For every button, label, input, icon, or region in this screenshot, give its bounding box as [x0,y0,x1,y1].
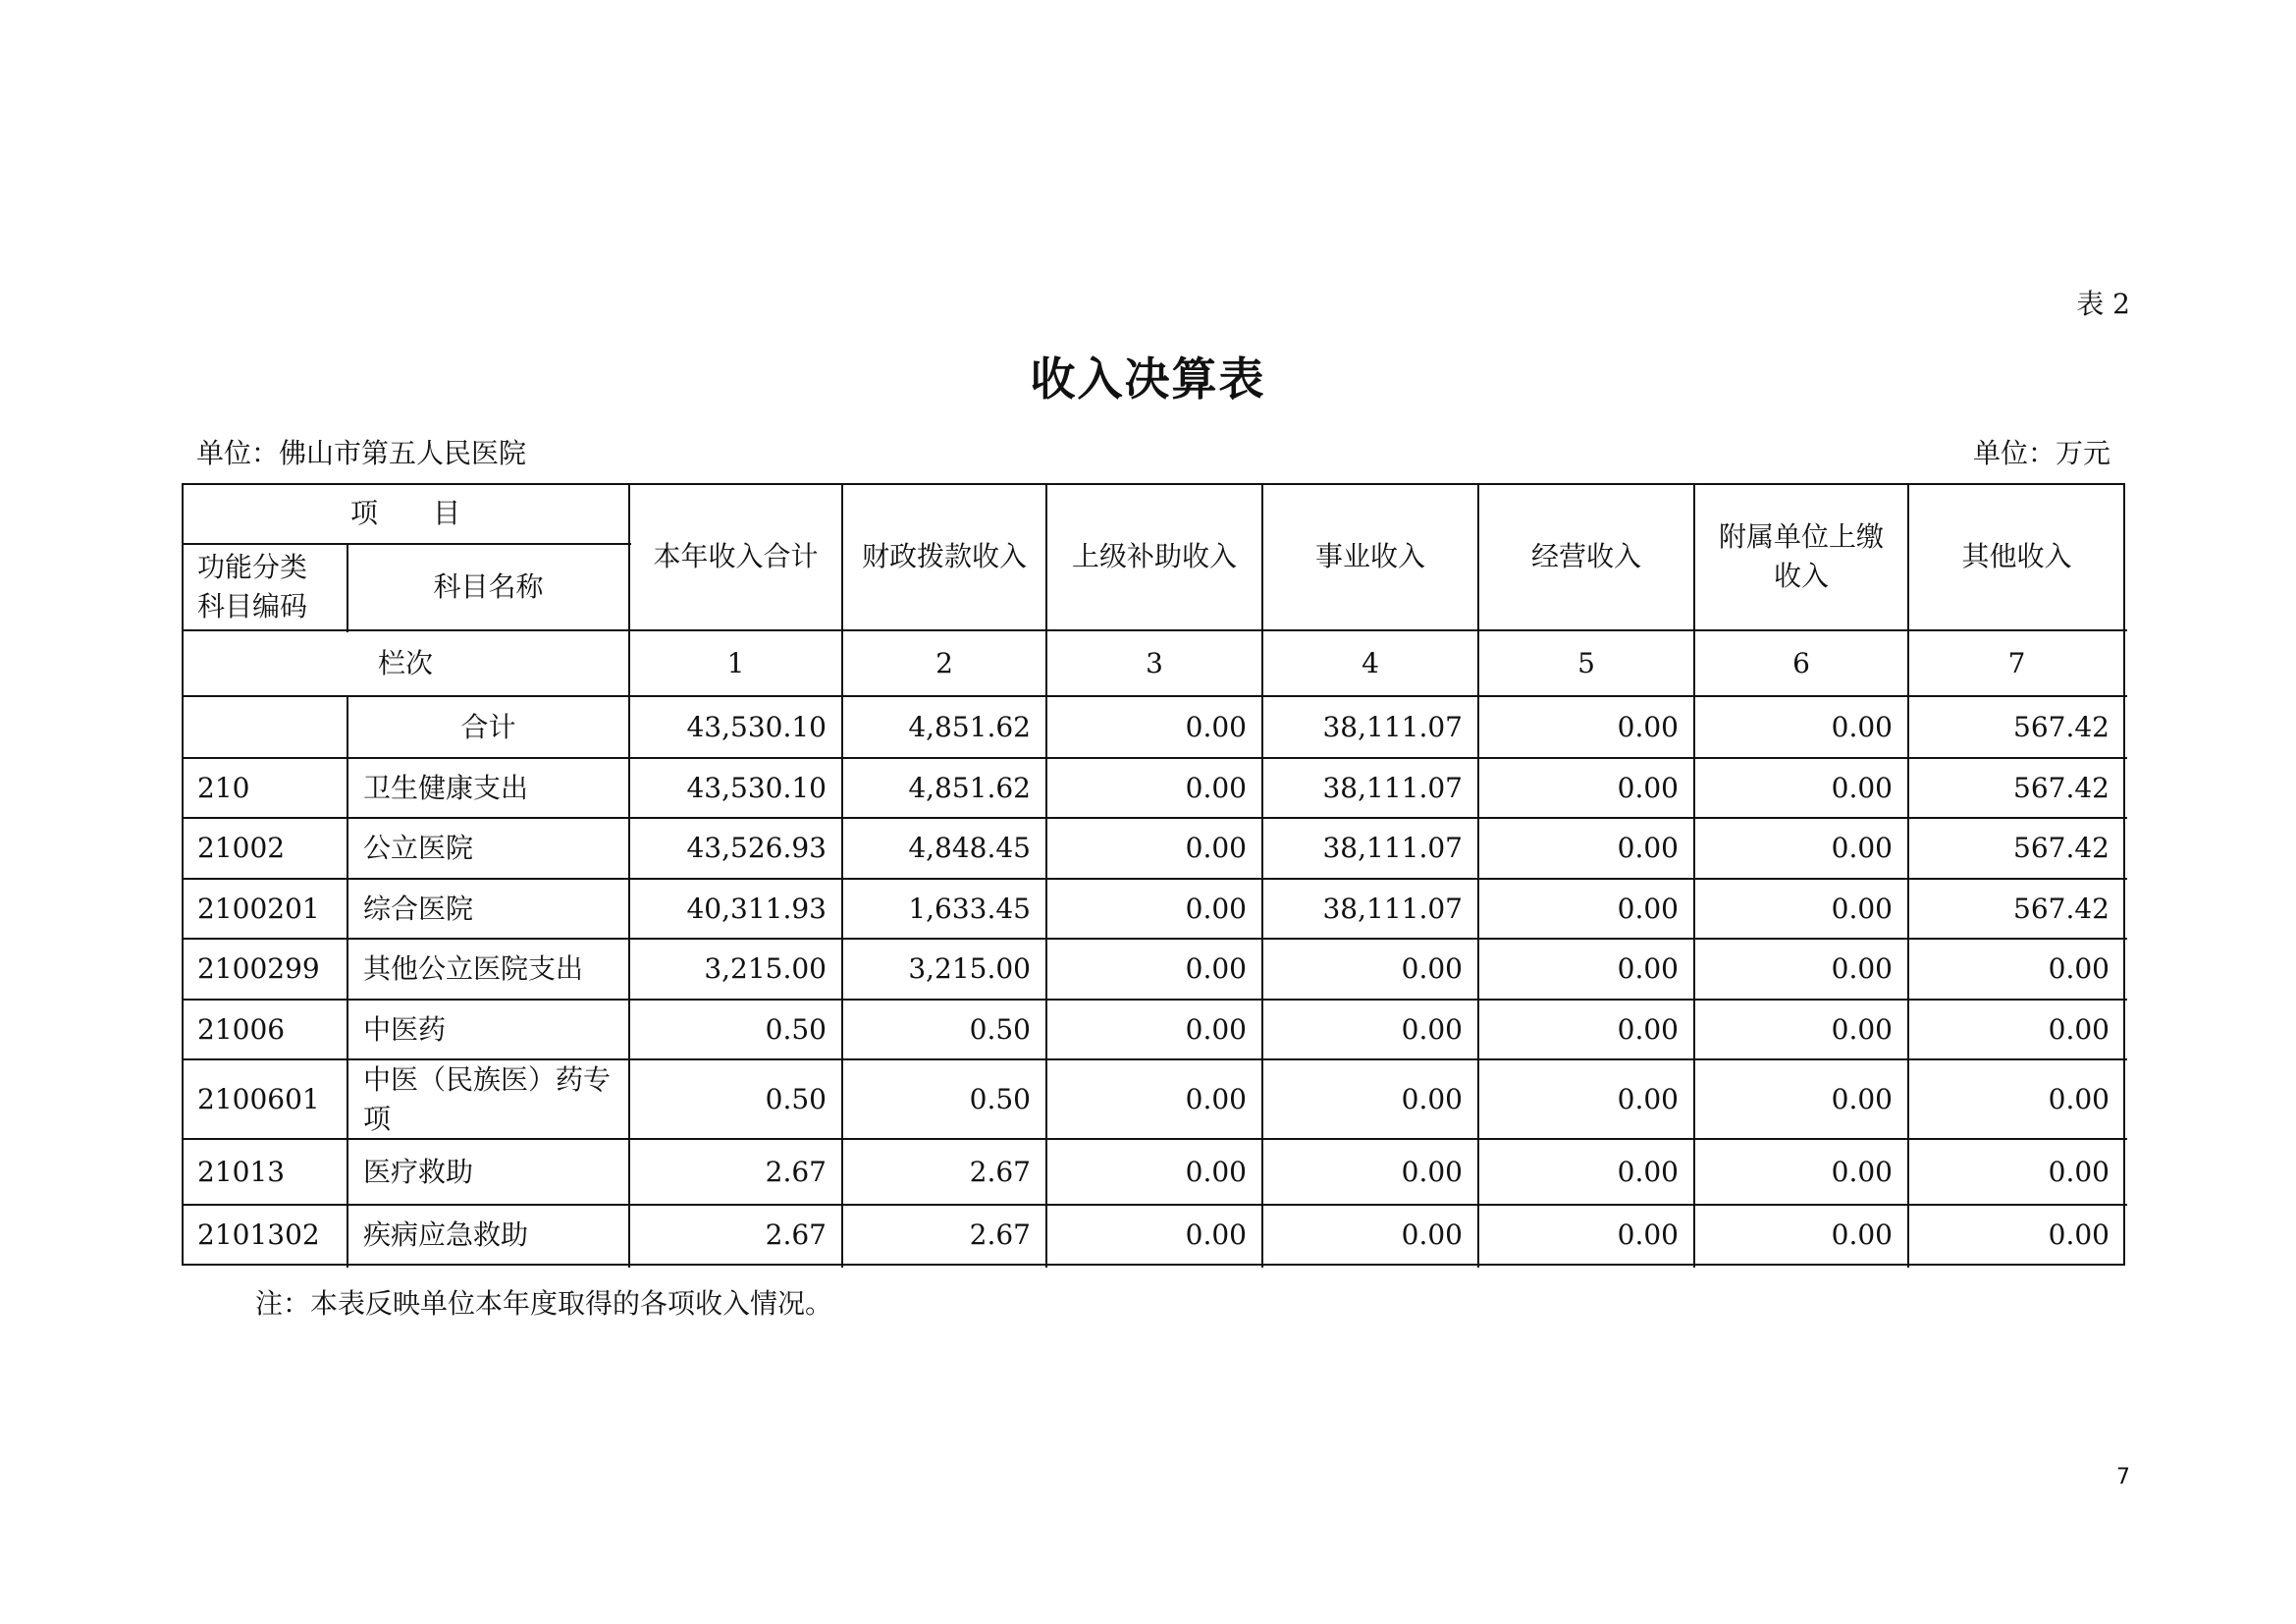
table-cell-value: 0.00 [2048,1082,2109,1115]
table-cell-value: 38,111.07 [1322,710,1463,743]
row-name: 卫生健康支出 [363,771,529,804]
column-number: 7 [2007,646,2026,679]
header-col-1: 本年收入合计 [653,540,819,572]
table-cell-value: 567.42 [2013,832,2109,864]
table-cell-value: 0.00 [1617,832,1679,864]
table-cell-value: 0.00 [1617,710,1679,743]
reporting-unit: 单位：佛山市第五人民医院 [196,437,527,469]
header-col-2: 财政拨款收入 [861,540,1027,572]
row-code: 2100601 [197,1082,320,1115]
column-number: 3 [1146,646,1163,679]
table-cell-value: 0.00 [1185,1082,1247,1115]
row-code: 2100299 [197,952,320,985]
table-cell-value: 0.00 [1831,952,1893,985]
header-col-3: 上级补助收入 [1071,540,1237,572]
table-cell-value: 43,530.10 [686,710,827,743]
table-cell-value: 0.50 [765,1082,827,1115]
table-cell-value: 0.00 [2048,1012,2109,1046]
header-col-4: 事业收入 [1314,540,1425,572]
table-cell-value: 567.42 [2013,771,2109,804]
table-cell-value: 0.00 [1401,1218,1463,1251]
table-cell-value: 0.00 [1617,1218,1679,1251]
table-cell-value: 0.00 [1617,1155,1679,1188]
currency-unit: 单位：万元 [1972,437,2110,469]
table-cell-value: 0.00 [1185,1218,1247,1251]
table-cell-value: 43,530.10 [686,771,827,804]
row-name: 综合医院 [363,892,474,925]
row-lanci-label: 栏次 [377,646,433,679]
row-name: 中医药 [363,1012,447,1046]
table-cell-value: 2.67 [765,1155,827,1188]
table-cell-value: 4,848.45 [908,832,1031,864]
table-cell-value: 0.00 [1401,1082,1463,1115]
row-total-label: 合计 [460,710,516,743]
column-number: 6 [1792,646,1810,679]
table-cell-value: 38,111.07 [1322,892,1463,925]
header-project: 项 目 [349,497,460,529]
table-cell-value: 0.00 [1831,1082,1893,1115]
row-name: 疾病应急救助 [363,1218,529,1251]
table-cell-value: 0.00 [1617,952,1679,985]
row-code [182,696,347,758]
row-code: 21013 [197,1155,286,1188]
header-col-5: 经营收入 [1530,540,1641,572]
table-cell-value: 0.50 [765,1012,827,1046]
table-cell-value: 2.67 [969,1155,1031,1188]
table-cell-value: 0.50 [969,1012,1031,1046]
table-cell-value: 0.00 [1831,771,1893,804]
table-cell-value: 0.00 [1831,1155,1893,1188]
row-code: 2100201 [197,892,320,925]
row-name: 医疗救助 [363,1155,474,1188]
row-name: 其他公立医院支出 [363,952,584,985]
table-cell-value: 0.00 [1617,1012,1679,1046]
table-cell-value: 0.00 [1401,1012,1463,1046]
table-cell-value: 43,526.93 [686,832,827,864]
table-cell-value: 2.67 [969,1218,1031,1251]
header-col-6: 附属单位上缴 收入 [1718,520,1884,592]
table-cell-value: 38,111.07 [1322,771,1463,804]
page-title: 收入决算表 [1030,352,1266,406]
table-cell-value: 0.00 [1831,1012,1893,1046]
header-name: 科目名称 [433,570,544,603]
table-cell-value: 0.00 [1831,892,1893,925]
table-cell-value: 1,633.45 [908,892,1031,925]
table-cell-value: 0.00 [1185,1155,1247,1188]
table-cell-value: 0.00 [1831,832,1893,864]
table-note: 注：本表反映单位本年度取得的各项收入情况。 [255,1287,833,1320]
table-cell-value: 0.00 [1831,1218,1893,1251]
table-cell-value: 0.50 [969,1082,1031,1115]
table-cell-value: 0.00 [1617,771,1679,804]
table-cell-value: 0.00 [1185,710,1247,743]
income-settlement-table [182,483,2125,1266]
table-cell-value: 0.00 [2048,1155,2109,1188]
table-cell-value: 0.00 [1401,1155,1463,1188]
row-code: 2101302 [197,1218,320,1251]
row-code: 21006 [197,1012,286,1046]
table-cell-value: 0.00 [1185,1012,1247,1046]
table-cell-value: 0.00 [1185,892,1247,925]
table-cell-value: 0.00 [1185,771,1247,804]
column-number: 5 [1577,646,1595,679]
header-col-7: 其他收入 [1961,540,2072,572]
row-code: 21002 [197,832,286,864]
row-name: 公立医院 [363,832,474,864]
table-cell-value: 0.00 [2048,952,2109,985]
table-cell-value: 3,215.00 [908,952,1031,985]
table-cell-value: 0.00 [1185,952,1247,985]
row-code: 210 [197,771,250,804]
table-cell-value: 40,311.93 [686,892,827,925]
column-number: 4 [1362,646,1379,679]
table-cell-value: 2.67 [765,1218,827,1251]
header-code: 功能分类 科目编码 [197,551,308,623]
column-number: 2 [935,646,953,679]
table-cell-value: 0.00 [1185,832,1247,864]
table-cell-value: 0.00 [1617,892,1679,925]
table-cell-value: 38,111.07 [1322,832,1463,864]
table-cell-value: 4,851.62 [908,771,1031,804]
page-number: 7 [2116,1465,2130,1489]
table-cell-value: 567.42 [2013,710,2109,743]
table-cell-value: 0.00 [1617,1082,1679,1115]
table-cell-value: 4,851.62 [908,710,1031,743]
table-cell-value: 0.00 [1401,952,1463,985]
table-cell-value: 0.00 [1831,710,1893,743]
column-number: 1 [726,646,745,679]
table-cell-value: 3,215.00 [704,952,827,985]
table-cell-value: 567.42 [2013,892,2109,925]
table-number: 表 2 [2076,288,2130,320]
table-cell-value: 0.00 [2048,1218,2109,1251]
row-name: 中医（民族医）药专项 [363,1062,612,1135]
